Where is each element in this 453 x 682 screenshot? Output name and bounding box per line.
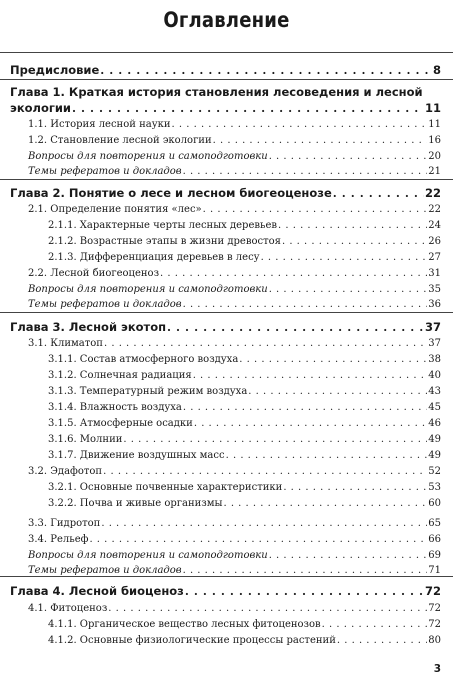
toc-entry-title: 2.1.3. Дифференциация деревьев в лесу: [48, 252, 260, 263]
toc-section[interactable]: [48, 482, 441, 493]
dot-leader: [108, 603, 427, 614]
section-rule: [0, 179, 453, 180]
toc-page-number: 40: [428, 370, 441, 381]
toc-page-number: 26: [428, 236, 441, 247]
dot-leader: [104, 338, 427, 349]
toc-section[interactable]: [48, 386, 441, 397]
toc-section[interactable]: [28, 534, 441, 545]
dot-leader: [185, 584, 424, 598]
toc-entry-title: Глава 3. Лесной экотоп: [10, 320, 167, 334]
toc-extra-item[interactable]: [28, 166, 441, 177]
toc-entry-title: Предисловие: [10, 63, 100, 77]
toc-page-number: 49: [428, 450, 441, 461]
toc-page-number: 60: [428, 498, 441, 509]
toc-page-number: 16: [428, 135, 441, 146]
toc-entry-title: 3.1.1. Состав атмосферного воздуха: [48, 354, 239, 365]
toc-page-number: 53: [428, 482, 441, 493]
dot-leader: [101, 518, 427, 529]
toc-page-number: 80: [428, 635, 441, 646]
top-rule: [0, 52, 453, 53]
toc-entry-title: 3.1.5. Атмосферные осадки: [48, 418, 193, 429]
toc-entry-title: Темы рефератов и докладов: [28, 299, 182, 310]
toc-page-number: 66: [428, 534, 441, 545]
dot-leader: [239, 354, 427, 365]
toc-chapter[interactable]: [10, 63, 441, 77]
toc-section[interactable]: [48, 450, 441, 461]
toc-page-number: 22: [424, 186, 441, 200]
toc-entry-title: Темы рефератов и докладов: [28, 166, 182, 177]
toc-entry-title: 3.1.6. Молнии: [48, 434, 123, 445]
toc-entry-title: 3.2.1. Основные почвенные характеристики: [48, 482, 283, 493]
toc-entry-title: 4.1. Фитоценоз: [28, 603, 108, 614]
dot-leader: [194, 418, 427, 429]
toc-entry-title: 3.1.7. Движение воздушных масс: [48, 450, 225, 461]
dot-leader: [226, 450, 428, 461]
toc-section[interactable]: [48, 418, 441, 429]
dot-leader: [261, 252, 428, 263]
dot-leader: [203, 204, 428, 215]
dot-leader: [183, 299, 428, 310]
dot-leader: [160, 268, 427, 279]
toc-entry-title: 3.1.3. Температурный режим воздуха: [48, 386, 248, 397]
toc-page-number: 52: [428, 466, 441, 477]
dot-leader: [269, 151, 428, 162]
toc-entry-title: 3.2.2. Почва и живые организмы: [48, 498, 223, 509]
toc-section[interactable]: [28, 119, 441, 130]
dot-leader: [89, 534, 427, 545]
section-rule: [0, 79, 453, 80]
toc-page-number: 8: [432, 63, 441, 77]
dot-leader: [183, 166, 428, 177]
toc-section[interactable]: [48, 252, 441, 263]
toc-entry-title: 2.1.2. Возрастные этапы в жизни древостоя: [48, 236, 281, 247]
toc-page-number: 65: [428, 518, 441, 529]
toc-section[interactable]: [28, 518, 441, 529]
toc-entry-title: 3.1.4. Влажность воздуха: [48, 402, 182, 413]
toc-entry-title: 2.2. Лесной биогеоценоз: [28, 268, 160, 279]
toc-page-number: 38: [428, 354, 441, 365]
toc-extra-item[interactable]: [28, 565, 441, 576]
toc-entry-title: 2.1. Определение понятия «лес»: [28, 204, 202, 215]
toc-entry-title: Вопросы для повторения и самоподготовки: [28, 550, 268, 561]
toc-page-number: 36: [428, 299, 441, 310]
dot-leader: [223, 498, 427, 509]
toc-section[interactable]: [48, 236, 441, 247]
dot-leader: [193, 370, 428, 381]
toc-page-number: 20: [428, 151, 441, 162]
toc-section[interactable]: [48, 220, 441, 231]
dot-leader: [282, 236, 427, 247]
dot-leader: [100, 63, 432, 77]
dot-leader: [72, 101, 424, 115]
toc-entry-title: Глава 4. Лесной биоценоз: [10, 584, 184, 598]
toc-page-number: 72: [428, 603, 441, 614]
toc-section[interactable]: [48, 619, 441, 630]
toc-section[interactable]: [48, 498, 441, 509]
dot-leader: [183, 402, 427, 413]
toc-page-number: 35: [428, 284, 441, 295]
toc-page-number: 69: [428, 550, 441, 561]
toc-section[interactable]: [48, 635, 441, 646]
toc-section[interactable]: [28, 204, 441, 215]
dot-leader: [167, 320, 424, 334]
toc-entry-title: 3.2. Эдафотоп: [28, 466, 103, 477]
toc-page-number: 43: [428, 386, 441, 397]
toc-page-number: 21: [428, 166, 441, 177]
dot-leader: [322, 619, 428, 630]
toc-page-number: 22: [428, 204, 441, 215]
toc-page-number: 49: [428, 434, 441, 445]
toc-chapter-title[interactable]: Глава 1. Краткая история становления лесоведения и лесной: [10, 85, 423, 99]
toc-entry-title: Вопросы для повторения и самоподготовки: [28, 151, 268, 162]
toc-section[interactable]: [48, 434, 441, 445]
toc-chapter[interactable]: [10, 584, 441, 598]
dot-leader: [283, 482, 427, 493]
dot-leader: [269, 550, 428, 561]
toc-section[interactable]: [28, 268, 441, 279]
toc-entry-title: 1.2. Становление лесной экологии: [28, 135, 212, 146]
section-rule: [0, 312, 453, 313]
toc-page-number: 71: [428, 565, 441, 576]
toc-section[interactable]: [28, 603, 441, 614]
toc-extra-item[interactable]: [28, 299, 441, 310]
page-number: 3: [433, 663, 441, 675]
toc-page-number: 45: [428, 402, 441, 413]
toc-entry-title: 4.1.1. Органическое вещество лесных фитоценозов: [48, 619, 321, 630]
toc-entry-title: 2.1.1. Характерные черты лесных деревьев: [48, 220, 277, 231]
toc-section[interactable]: [28, 466, 441, 477]
dot-leader: [337, 635, 427, 646]
toc-page-number: 72: [428, 619, 441, 630]
toc-page-number: 31: [428, 268, 441, 279]
toc-section[interactable]: [28, 135, 441, 146]
toc-section[interactable]: [48, 354, 441, 365]
toc-section[interactable]: [28, 338, 441, 349]
dot-leader: [103, 466, 427, 477]
toc-page-number: 37: [428, 338, 441, 349]
section-rule: [0, 576, 453, 577]
toc-entry-title: 3.1.2. Солнечная радиация: [48, 370, 192, 381]
toc-entry-title: 1.1. История лесной науки: [28, 119, 171, 130]
toc-page-number: 11: [424, 101, 441, 115]
toc-entry-title: Темы рефератов и докладов: [28, 565, 182, 576]
toc-page-number: 27: [428, 252, 441, 263]
toc-entry-title: 3.4. Рельеф: [28, 534, 89, 545]
toc-extra-item[interactable]: [28, 550, 441, 561]
toc-extra-item[interactable]: [28, 284, 441, 295]
toc-entry-title: 3.3. Гидротоп: [28, 518, 101, 529]
dot-leader: [172, 119, 428, 130]
toc-chapter[interactable]: [10, 320, 441, 334]
toc-chapter[interactable]: [10, 101, 441, 115]
toc-entry-title: Вопросы для повторения и самоподготовки: [28, 284, 268, 295]
toc-extra-item[interactable]: [28, 151, 441, 162]
toc-page-number: 11: [428, 119, 441, 130]
toc-page-number: 46: [428, 418, 441, 429]
toc-page-number: 72: [424, 584, 441, 598]
toc-entry-title: Глава 2. Понятие о лесе и лесном биогеоценозе: [10, 186, 332, 200]
dot-leader: [183, 565, 428, 576]
toc-section[interactable]: [48, 370, 441, 381]
dot-leader: [123, 434, 427, 445]
dot-leader: [248, 386, 427, 397]
toc-page-number: 24: [428, 220, 441, 231]
page-title: Оглавление: [163, 8, 290, 32]
dot-leader: [278, 220, 427, 231]
dot-leader: [333, 186, 424, 200]
dot-leader: [269, 284, 428, 295]
toc-entry-title: 4.1.2. Основные физиологические процессы растений: [48, 635, 336, 646]
dot-leader: [213, 135, 428, 146]
toc-entry-title: 3.1. Климатоп: [28, 338, 103, 349]
toc-chapter[interactable]: [10, 186, 441, 200]
toc-section[interactable]: [48, 402, 441, 413]
toc-entry-title: экологии: [10, 101, 71, 115]
toc-page-number: 37: [424, 320, 441, 334]
